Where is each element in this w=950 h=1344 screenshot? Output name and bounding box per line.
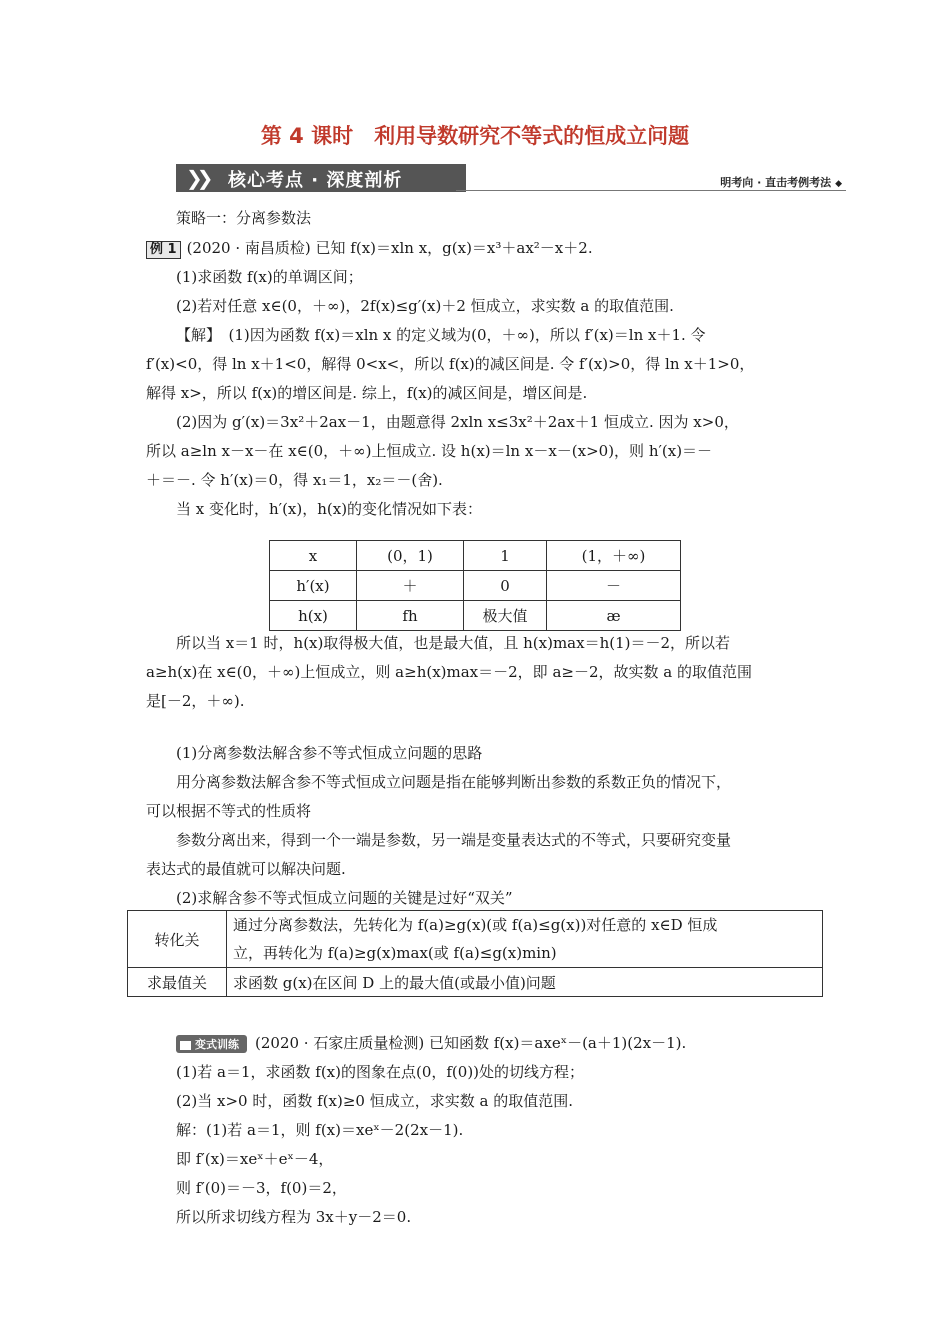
table-cell: fh	[357, 601, 464, 631]
double-chevron-icon: ❯❯	[186, 166, 208, 190]
training-line: 即 f′(x)＝xeˣ＋eˣ－4，	[176, 1150, 334, 1168]
conclusion-line: a≥h(x)在 x∈(0，＋∞)上恒成立，则 a≥h(x)max＝－2，即 a≥－2，故实数 a 的取值范围	[146, 663, 752, 681]
training-line: (1)若 a＝1，求函数 f(x)的图象在点(0，f(0))处的切线方程；	[176, 1063, 585, 1081]
training-line: (2)当 x>0 时，函数 f(x)≥0 恒成立，求实数 a 的取值范围.	[176, 1092, 573, 1110]
table-row	[270, 541, 681, 571]
banner-right-text: 明考向 · 直击考例考法 ◆	[720, 176, 842, 189]
table-cell: 转化关	[128, 911, 227, 968]
note-line: (2)求解含参不等式恒成立问题的关键是过好“双关”	[176, 889, 513, 907]
table-cell: (0，1)	[357, 541, 464, 571]
solution-line: 当 x 变化时，h′(x)，h(x)的变化情况如下表：	[176, 500, 483, 518]
training-problem: 变式训练 (2020 · 石家庄质量检测) 已知函数 f(x)＝axeˣ－(a＋1)(2x－1).	[176, 1032, 686, 1053]
solution-line: 所以 a≥ln x－x－在 x∈(0，＋∞)上恒成立. 设 h(x)＝ln x－x－(x>0)，则 h′(x)＝－	[146, 442, 713, 460]
table-row	[270, 601, 681, 631]
page-title: 第 4 课时 利用导数研究不等式的恒成立问题	[260, 124, 690, 148]
solution-line: ＋＝－. 令 h′(x)＝0，得 x₁＝1，x₂＝－(舍).	[146, 471, 443, 489]
table-row	[270, 571, 681, 601]
table-cell: 极大值	[464, 601, 547, 631]
conclusion-line: 所以当 x＝1 时，h(x)取得极大值，也是最大值，且 h(x)max＝h(1)＝－2，所以若	[176, 634, 731, 652]
solution-line: 解得 x>，所以 f(x)的增区间是. 综上，f(x)的减区间是，增区间是.	[146, 384, 588, 402]
table-cell: (1，＋∞)	[547, 541, 681, 571]
card-icon	[180, 1041, 191, 1050]
table-cell: h′(x)	[270, 571, 357, 601]
table-cell: x	[270, 541, 357, 571]
note-line: 表达式的最值就可以解决问题.	[146, 860, 346, 878]
table-cell: æ	[547, 601, 681, 631]
training-line: 解：(1)若 a＝1，则 f(x)＝xeˣ－2(2x－1).	[176, 1121, 464, 1139]
solution-line: f′(x)<0，得 ln x＋1<0，解得 0<x<，所以 f(x)的减区间是. 令 f′(x)>0，得 ln x＋1>0，	[146, 355, 755, 373]
diamond-icon: ◆	[835, 179, 842, 189]
solution-line: (2)因为 g′(x)＝3x²＋2ax－1，由题意得 2xln x≤3x²＋2ax＋1 恒成立. 因为 x>0，	[176, 413, 739, 431]
note-line: 可以根据不等式的性质将	[146, 802, 312, 820]
variation-table	[269, 540, 681, 631]
note-line: (1)分离参数法解含参不等式恒成立问题的思路	[176, 744, 483, 762]
table-cell: ＋	[357, 571, 464, 601]
note-line: 用分离参数法解含参不等式恒成立问题是指在能够判断出参数的系数正负的情况下，	[176, 773, 732, 791]
key-points-table	[127, 910, 823, 997]
training-label: 变式训练	[176, 1035, 247, 1053]
example-label: 例 1	[146, 241, 181, 259]
example-1: 例 1 (2020 · 南昌质检) 已知 f(x)＝xln x，g(x)＝x³＋ax²－x＋2.	[146, 237, 593, 259]
table-cell: 1	[464, 541, 547, 571]
table-cell: －	[547, 571, 681, 601]
section-banner	[176, 160, 848, 196]
strategy-heading: 策略一：分离参数法	[176, 209, 312, 227]
table-row	[128, 968, 823, 997]
conclusion-line: 是[－2，＋∞).	[146, 692, 245, 710]
note-line: 参数分离出来，得到一个一端是参数，另一端是变量表达式的不等式，只要研究变量	[176, 831, 732, 849]
table-cell: h(x)	[270, 601, 357, 631]
question-2: (2)若对任意 x∈(0，＋∞)，2f(x)≤g′(x)＋2 恒成立，求实数 a 的取值范围.	[176, 297, 674, 315]
banner-label: 核心考点 · 深度剖析	[228, 170, 403, 191]
table-cell: 通过分离参数法，先转化为 f(a)≥g(x)(或 f(a)≤g(x))对任意的 x∈D 恒成 立，再转化为 f(a)≥g(x)max(或 f(a)≤g(x)min)	[227, 911, 823, 968]
training-line: 则 f′(0)＝－3，f(0)＝2，	[176, 1179, 347, 1197]
table-row	[128, 911, 823, 968]
table-cell: 0	[464, 571, 547, 601]
question-1: (1)求函数 f(x)的单调区间；	[176, 268, 363, 286]
training-line: 所以所求切线方程为 3x＋y－2＝0.	[176, 1208, 412, 1226]
banner-rule	[456, 190, 846, 191]
table-cell: 求最值关	[128, 968, 227, 997]
banner-tag	[176, 164, 466, 192]
solution-line: 【解】 (1)因为函数 f(x)＝xln x 的定义域为(0，＋∞)，所以 f′(x)＝ln x＋1. 令	[176, 326, 706, 344]
table-cell: 求函数 g(x)在区间 D 上的最大值(或最小值)问题	[227, 968, 823, 997]
